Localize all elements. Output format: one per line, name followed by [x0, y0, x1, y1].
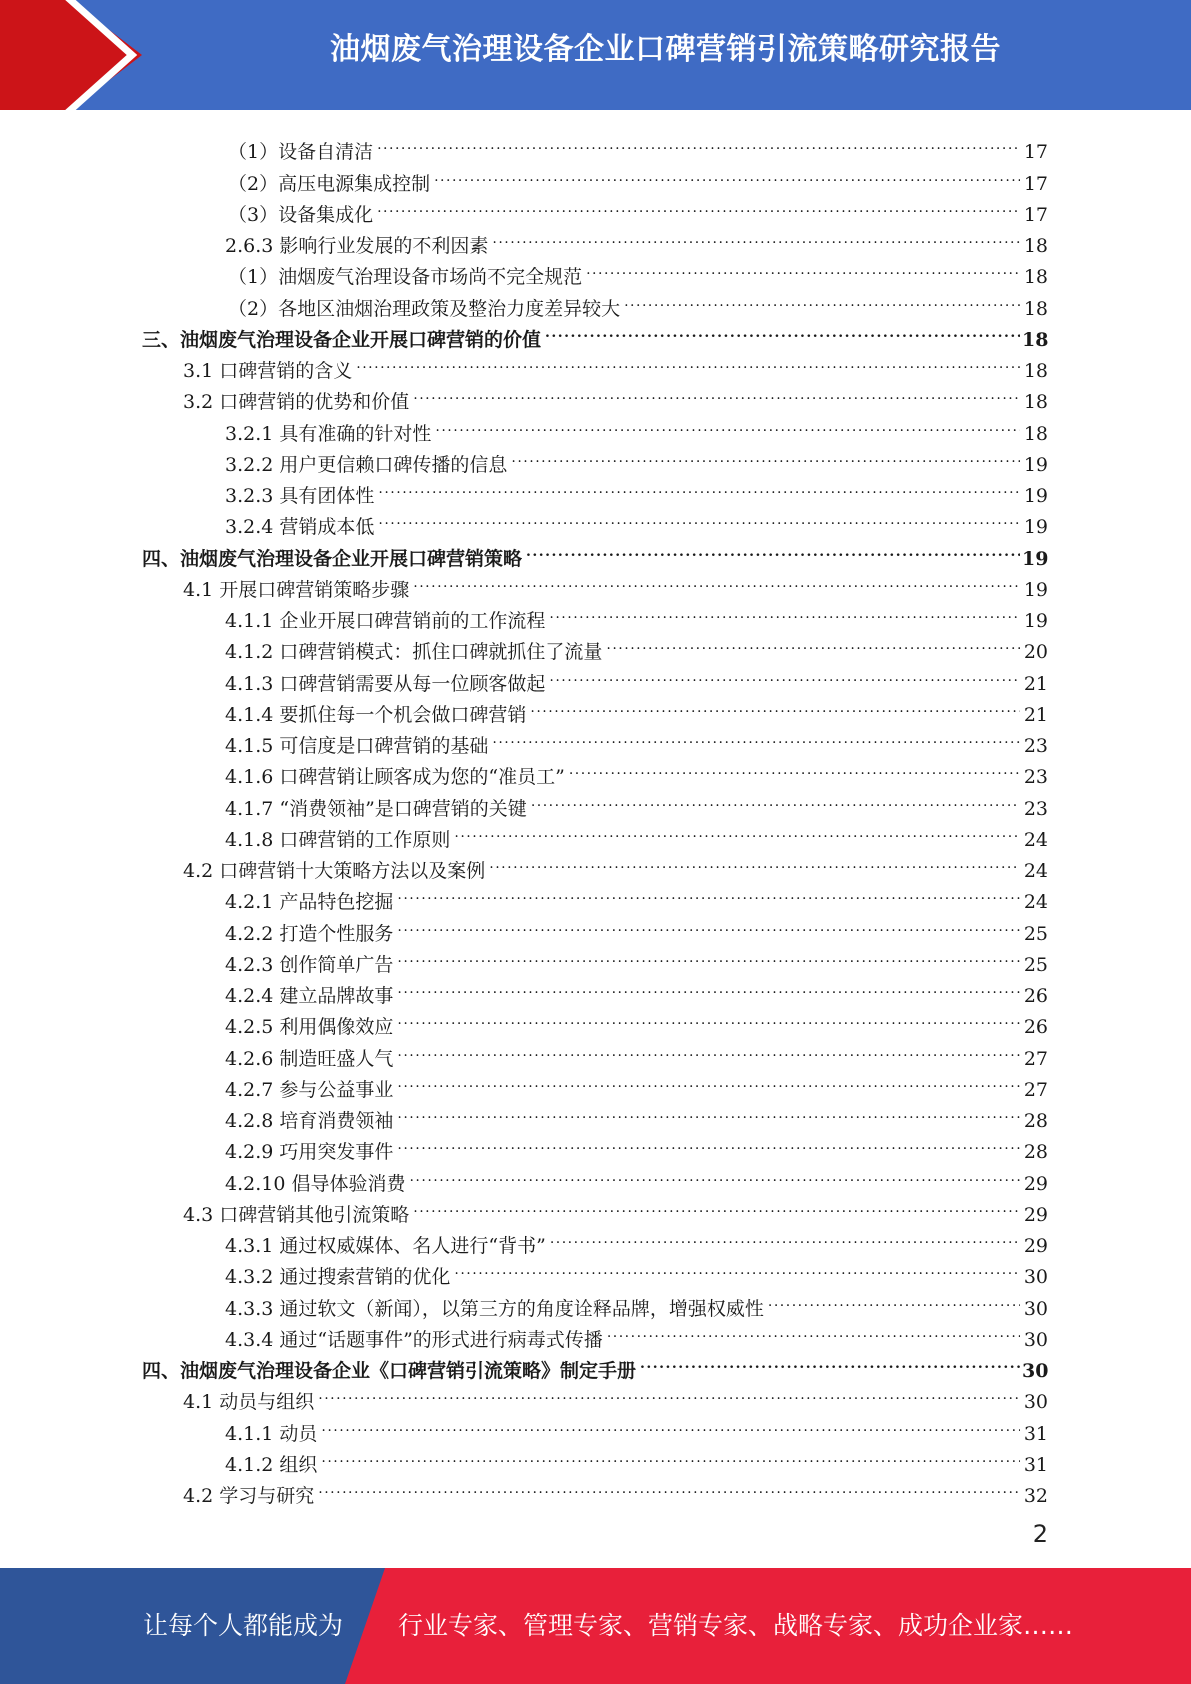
toc-entry[interactable]	[0, 752, 1191, 789]
toc-entry[interactable]	[0, 1471, 1191, 1507]
toc-entry-page: 29	[1023, 1235, 1048, 1257]
toc-entry-title: 4.3.3 通过软文（新闻），以第三方的角度诠释品牌，增强权威性	[225, 1297, 764, 1320]
toc-dot-leader	[321, 1408, 1020, 1439]
toc-dot-leader	[454, 1252, 1020, 1283]
toc-entry-title: 4.3.4 通过“话题事件”的形式进行病毒式传播	[225, 1328, 603, 1351]
footer-banner	[0, 1568, 1191, 1684]
toc-dot-leader	[530, 690, 1020, 721]
toc-entry[interactable]	[0, 1408, 1191, 1445]
toc-entry[interactable]	[0, 1096, 1191, 1132]
toc-entry-page: 31	[1023, 1453, 1048, 1476]
toc-dot-leader	[397, 940, 1020, 971]
header-chevron-icon	[0, 0, 150, 110]
toc-entry-title: 4.1.2 口碑营销模式：抓住口碑就抓住了流量	[225, 641, 603, 664]
toc-entry[interactable]	[0, 1221, 1191, 1257]
toc-entry[interactable]	[0, 1158, 1191, 1195]
footer-slogan-left: 让每个人都能成为	[143, 1611, 344, 1640]
toc-entry-title: 4.2.9 巧用突发事件	[225, 1141, 394, 1164]
page-number: 2	[1032, 1520, 1048, 1548]
toc-entry-title: 4.2.4 建立品牌故事	[225, 985, 394, 1007]
toc-dot-leader	[550, 1221, 1020, 1252]
toc-entry-page: 23	[1023, 766, 1048, 789]
toc-entry-title: 4.3 口碑营销其他引流策略	[183, 1203, 410, 1226]
toc-dot-leader	[549, 596, 1020, 627]
toc-entry[interactable]	[0, 627, 1191, 664]
toc-entry-page: 24	[1023, 891, 1048, 914]
toc-entry-page: 18	[1023, 391, 1048, 414]
toc-entry-title: 4.1.3 口碑营销需要从每一位顾客做起	[225, 672, 546, 695]
toc-entry-title: 4.1.4 要抓住每一个机会做口碑营销	[225, 703, 527, 726]
toc-entry-page: 19	[1023, 453, 1048, 476]
toc-dot-leader	[397, 1033, 1020, 1064]
toc-entry-title: 3.2.4 营销成本低	[225, 516, 375, 539]
toc-entry-page: 19	[1023, 578, 1048, 601]
toc-dot-leader	[606, 627, 1020, 658]
toc-dot-leader	[569, 752, 1020, 783]
toc-dot-leader	[397, 971, 1020, 1002]
toc-entry-page: 19	[1023, 485, 1048, 507]
toc-entry[interactable]	[0, 1002, 1191, 1039]
toc-entry[interactable]	[0, 440, 1191, 476]
document-title: 油烟废气治理设备企业口碑营销引流策略研究报告	[330, 32, 1001, 67]
toc-entry[interactable]	[0, 1283, 1191, 1320]
footer-slogan-right: 行业专家、管理专家、营销专家、战略专家、成功企业家……	[398, 1611, 1074, 1640]
toc-entry-title: 3.2.3 具有团体性	[225, 485, 375, 507]
toc-dot-leader	[492, 221, 1020, 252]
toc-entry[interactable]	[0, 471, 1191, 507]
toc-entry-page: 30	[1023, 1391, 1048, 1414]
toc-entry[interactable]	[0, 1065, 1191, 1101]
toc-entry-title: 4.1.6 口碑营销让顾客成为您的“准员工”	[225, 766, 565, 789]
toc-dot-leader	[321, 1440, 1020, 1471]
toc-entry-title: （1）设备自清洁	[228, 141, 374, 164]
toc-entry-title: 4.2.2 打造个性服务	[225, 922, 394, 945]
toc-entry-title: 3.1 口碑营销的含义	[183, 360, 353, 382]
toc-entry-title: 3.2.2 用户更信赖口碑传播的信息	[225, 453, 508, 476]
toc-entry-page: 29	[1023, 1172, 1048, 1195]
toc-entry-title: 4.1.2 组织	[225, 1453, 318, 1476]
toc-entry-page: 19	[1023, 610, 1048, 632]
toc-dot-leader	[435, 408, 1020, 439]
toc-entry-page: 18	[1023, 235, 1048, 257]
toc-entry[interactable]	[0, 940, 1191, 976]
toc-dot-leader	[511, 440, 1020, 471]
toc-entry-title: 4.1.7 “消费领袖”是口碑营销的关键	[225, 797, 527, 820]
toc-entry[interactable]	[0, 1252, 1191, 1289]
toc-entry-title: 4.1.5 可信度是口碑营销的基础	[225, 735, 489, 757]
toc-entry-title: （2）高压电源集成控制	[228, 172, 431, 195]
toc-dot-leader	[377, 190, 1020, 221]
toc-dot-leader	[409, 1158, 1020, 1189]
toc-dot-leader	[545, 315, 1020, 346]
toc-entry-title: 4.2.1 产品特色挖掘	[225, 891, 394, 914]
toc-entry-title: 4.2.6 制造旺盛人气	[225, 1047, 394, 1070]
toc-dot-leader	[397, 908, 1020, 939]
toc-dot-leader	[397, 1096, 1020, 1127]
toc-entry[interactable]	[0, 158, 1191, 195]
toc-entry-title: 4.2.7 参与公益事业	[225, 1078, 394, 1101]
toc-entry-page: 19	[1022, 547, 1049, 570]
toc-chapter-entry[interactable]	[0, 315, 1191, 351]
toc-dot-leader	[492, 721, 1020, 752]
toc-dot-leader	[454, 815, 1020, 846]
toc-entry[interactable]	[0, 846, 1191, 882]
toc-entry-title: 4.2.8 培育消费领袖	[225, 1110, 394, 1132]
toc-dot-leader	[531, 783, 1020, 814]
toc-entry[interactable]	[0, 1190, 1191, 1226]
toc-entry-page: 28	[1023, 1110, 1048, 1132]
toc-dot-leader	[549, 658, 1020, 689]
toc-dot-leader	[397, 877, 1020, 908]
toc-entry[interactable]	[0, 283, 1191, 320]
toc-entry[interactable]	[0, 252, 1191, 289]
toc-dot-leader	[356, 346, 1020, 377]
toc-entry-title: 三、油烟废气治理设备企业开展口碑营销的价值	[142, 328, 542, 351]
toc-dot-leader	[397, 1002, 1020, 1033]
toc-entry[interactable]	[0, 596, 1191, 632]
toc-entry-page: 20	[1023, 641, 1048, 664]
toc-entry-title: 4.1.8 口碑营销的工作原则	[225, 828, 451, 851]
toc-entry[interactable]	[0, 127, 1191, 164]
toc-entry-page: 26	[1023, 1016, 1048, 1039]
toc-entry-title: （1）油烟废气治理设备市场尚不完全规范	[228, 266, 583, 289]
toc-dot-leader	[378, 502, 1020, 533]
toc-dot-leader	[318, 1471, 1020, 1502]
toc-dot-leader	[413, 565, 1020, 596]
toc-dot-leader	[768, 1283, 1020, 1314]
toc-entry-page: 25	[1023, 922, 1048, 945]
toc-dot-leader	[318, 1377, 1020, 1408]
toc-entry-page: 19	[1023, 516, 1048, 539]
toc-entry-title: 4.1.1 企业开展口碑营销前的工作流程	[225, 610, 546, 632]
toc-chapter-entry[interactable]	[0, 533, 1191, 570]
toc-entry-page: 30	[1023, 1266, 1048, 1289]
toc-entry-page: 17	[1023, 203, 1048, 226]
toc-entry-page: 18	[1023, 266, 1048, 289]
table-of-contents	[0, 127, 1191, 1507]
toc-entry[interactable]	[0, 877, 1191, 914]
toc-entry-page: 18	[1023, 297, 1048, 320]
toc-entry-page: 27	[1023, 1078, 1048, 1101]
toc-entry-title: 2.6.3 影响行业发展的不利因素	[225, 235, 489, 257]
toc-entry[interactable]	[0, 1127, 1191, 1164]
toc-entry-page: 25	[1023, 953, 1048, 976]
toc-dot-leader	[413, 1190, 1020, 1221]
toc-entry[interactable]	[0, 502, 1191, 539]
toc-entry-page: 32	[1023, 1485, 1048, 1507]
toc-entry[interactable]	[0, 971, 1191, 1007]
toc-dot-leader	[378, 471, 1020, 502]
toc-entry-title: 4.1 开展口碑营销策略步骤	[183, 578, 410, 601]
toc-dot-leader	[397, 1127, 1020, 1158]
toc-entry-title: 4.2.10 倡导体验消费	[225, 1172, 406, 1195]
toc-dot-leader	[526, 533, 1020, 564]
toc-entry[interactable]	[0, 658, 1191, 695]
toc-entry-title: 4.2.5 利用偶像效应	[225, 1016, 394, 1039]
toc-dot-leader	[397, 1065, 1020, 1096]
toc-entry-page: 18	[1022, 328, 1049, 351]
toc-entry-page: 28	[1023, 1141, 1048, 1164]
toc-entry-page: 30	[1023, 1297, 1048, 1320]
toc-entry[interactable]	[0, 1440, 1191, 1476]
toc-entry[interactable]	[0, 815, 1191, 851]
toc-entry-page: 17	[1023, 172, 1048, 195]
toc-dot-leader	[413, 377, 1020, 408]
toc-entry-page: 27	[1023, 1047, 1048, 1070]
toc-entry-title: 3.2 口碑营销的优势和价值	[183, 391, 410, 414]
toc-dot-leader	[434, 158, 1020, 189]
toc-entry[interactable]	[0, 377, 1191, 414]
toc-entry-page: 29	[1023, 1203, 1048, 1226]
toc-entry-page: 21	[1023, 672, 1048, 695]
toc-entry-title: 4.2.3 创作简单广告	[225, 953, 394, 976]
toc-entry-title: 四、油烟废气治理设备企业开展口碑营销策略	[142, 547, 523, 570]
toc-entry-page: 18	[1023, 360, 1048, 382]
toc-entry[interactable]	[0, 690, 1191, 726]
toc-entry-title: 4.2 口碑营销十大策略方法以及案例	[183, 860, 486, 882]
toc-entry[interactable]	[0, 408, 1191, 445]
toc-entry[interactable]	[0, 783, 1191, 820]
toc-entry-page: 30	[1023, 1328, 1048, 1351]
toc-entry-title: 4.2 学习与研究	[183, 1485, 315, 1507]
toc-dot-leader	[607, 1315, 1020, 1346]
toc-entry-title: 4.1.1 动员	[225, 1422, 318, 1445]
toc-entry[interactable]	[0, 1033, 1191, 1070]
toc-entry-page: 17	[1023, 141, 1048, 164]
toc-entry-page: 18	[1023, 422, 1048, 445]
toc-dot-leader	[489, 846, 1020, 877]
toc-entry-title: 4.1 动员与组织	[183, 1391, 315, 1414]
toc-entry[interactable]	[0, 908, 1191, 945]
toc-dot-leader	[377, 127, 1020, 158]
toc-entry-page: 21	[1023, 703, 1048, 726]
toc-dot-leader	[586, 252, 1020, 283]
toc-entry-page: 30	[1022, 1360, 1049, 1382]
toc-entry-page: 23	[1023, 735, 1048, 757]
toc-entry[interactable]	[0, 190, 1191, 226]
toc-entry-page: 31	[1023, 1422, 1048, 1445]
toc-dot-leader	[624, 283, 1020, 314]
toc-entry-title: 四、油烟废气治理设备企业《口碑营销引流策略》制定手册	[142, 1360, 637, 1382]
header-banner	[0, 0, 1191, 110]
toc-entry-title: （2）各地区油烟治理政策及整治力度差异较大	[228, 297, 621, 320]
toc-entry-page: 23	[1023, 797, 1048, 820]
toc-entry-page: 24	[1023, 828, 1048, 851]
toc-entry-title: 3.2.1 具有准确的针对性	[225, 422, 432, 445]
toc-entry-page: 26	[1023, 985, 1048, 1007]
toc-entry[interactable]	[0, 221, 1191, 257]
toc-entry-page: 24	[1023, 860, 1048, 882]
toc-dot-leader	[640, 1346, 1020, 1377]
toc-entry[interactable]	[0, 721, 1191, 757]
toc-entry-title: 4.3.2 通过搜索营销的优化	[225, 1266, 451, 1289]
toc-entry-title: 4.3.1 通过权威媒体、名人进行“背书”	[225, 1235, 546, 1257]
toc-entry-title: （3）设备集成化	[228, 203, 374, 226]
